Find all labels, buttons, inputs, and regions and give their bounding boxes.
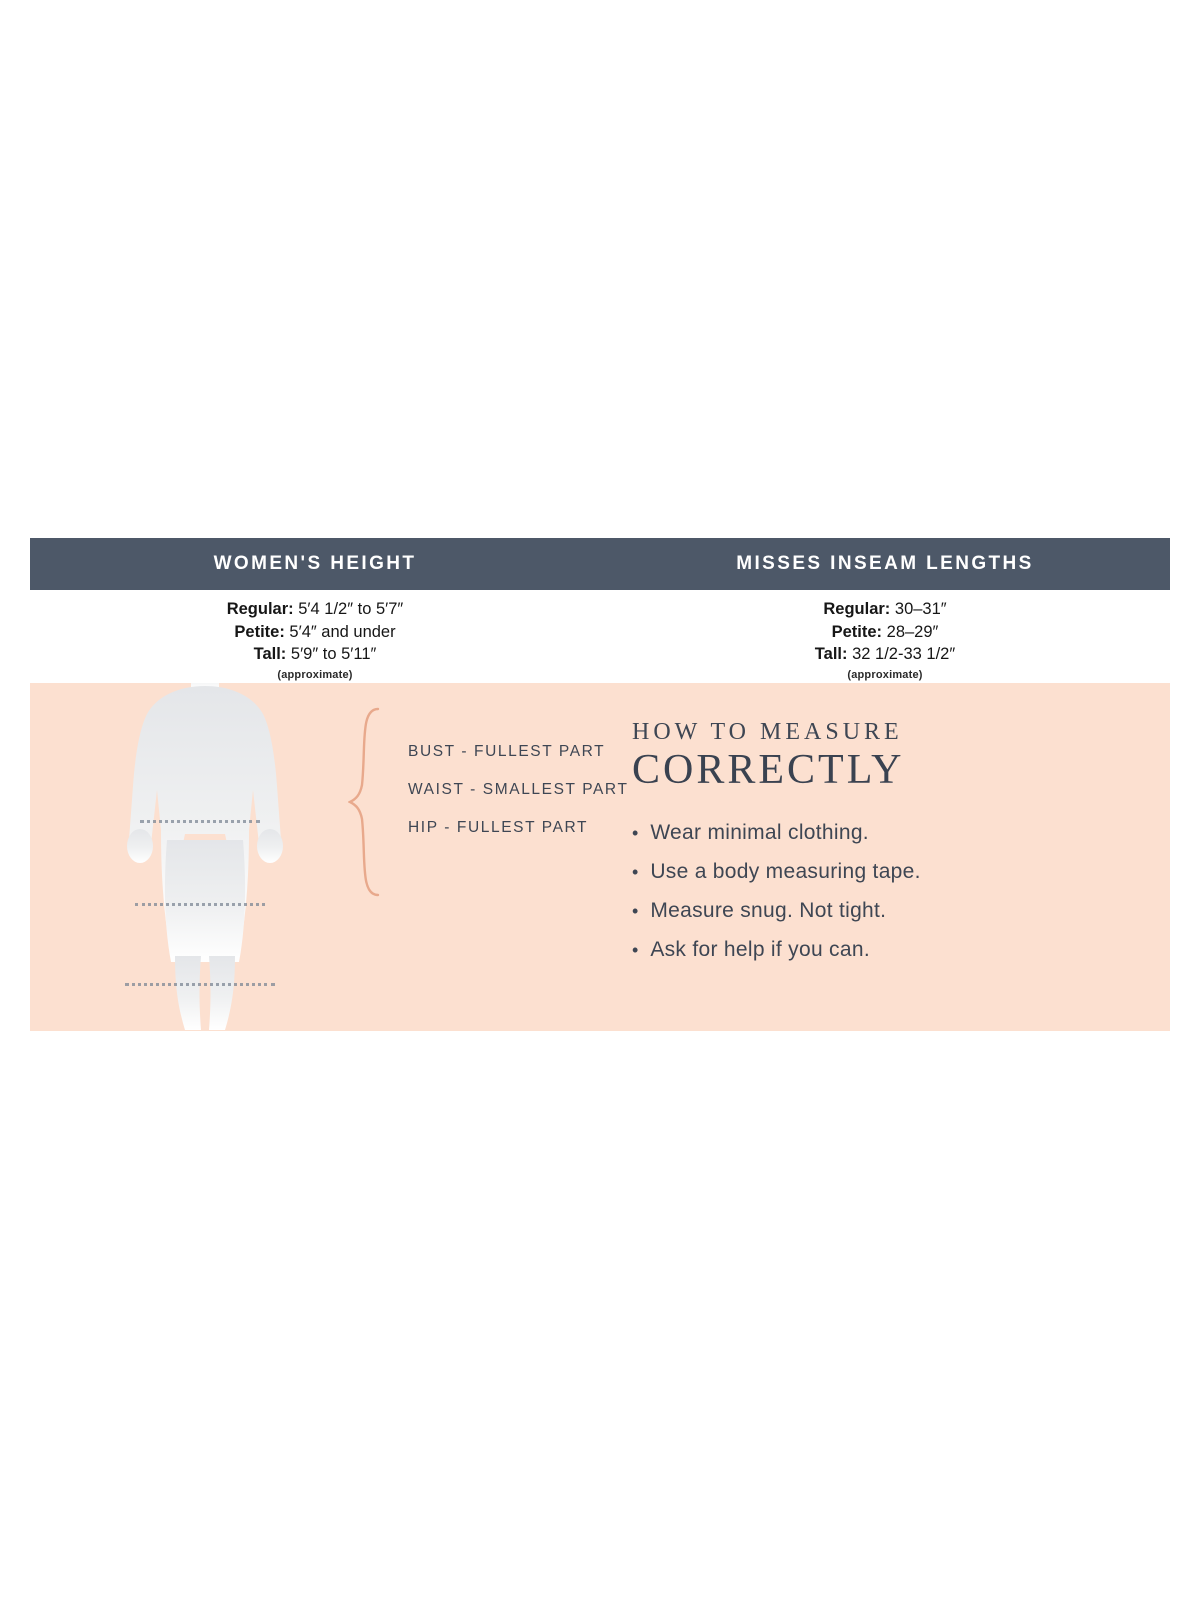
womens-height-values [30, 598, 600, 683]
inseam-petite-line [600, 621, 1170, 644]
bullet-icon: • [632, 862, 639, 882]
list-item [632, 859, 1132, 885]
height-petite-label: Petite: [234, 622, 285, 641]
brace-icon [348, 707, 384, 902]
bullet-icon: • [632, 823, 639, 843]
inseam-regular-label: Regular: [823, 600, 891, 618]
height-regular-label: Regular: [226, 600, 294, 618]
info-row [30, 590, 1170, 683]
list-item [632, 937, 1132, 963]
tip-text: Measure snug. Not tight. [650, 899, 887, 922]
bust-measure-dotted-line [140, 820, 260, 823]
bullet-icon: • [632, 940, 639, 960]
label-waist: WAIST - SMALLEST PART [408, 781, 629, 798]
inseam-regular-line [600, 598, 1170, 621]
inseam-tall-value: 32 1/2-33 1/2″ [852, 645, 956, 663]
hip-measure-dotted-line [125, 983, 275, 986]
tip-text: Ask for help if you can. [650, 938, 870, 961]
inseam-petite-label: Petite: [831, 622, 883, 641]
inseam-tall-label: Tall: [814, 645, 848, 663]
label-bust: BUST - FULLEST PART [408, 743, 606, 760]
inseam-petite-value: 28–29″ [886, 622, 939, 641]
inseam-regular-value: 30–31″ [894, 600, 947, 618]
size-guide-block [30, 538, 1170, 1031]
header-misses-inseam-lengths: MISSES INSEAM LENGTHS [736, 553, 1034, 574]
height-regular-line [30, 598, 600, 621]
bullet-icon: • [632, 901, 639, 921]
inseam-tall-line [600, 643, 1170, 666]
misses-inseam-values [600, 598, 1170, 683]
header-womens-height: WOMEN'S HEIGHT [213, 553, 417, 574]
measure-panel [30, 683, 1170, 1031]
how-to-measure-title: CORRECTLY [632, 747, 905, 793]
list-item [632, 898, 1132, 924]
waist-measure-dotted-line [135, 903, 265, 906]
height-approximate-note: (approximate) [277, 668, 353, 681]
tip-text: Use a body measuring tape. [650, 860, 921, 883]
tip-text: Wear minimal clothing. [650, 821, 869, 844]
inseam-approximate-note: (approximate) [847, 668, 923, 681]
list-item [632, 820, 1132, 846]
height-petite-line [30, 621, 600, 644]
height-petite-value: 5′4″ and under [289, 622, 396, 641]
height-tall-label: Tall: [253, 645, 287, 663]
how-to-measure-kicker: HOW TO MEASURE [632, 719, 903, 745]
label-hip: HIP - FULLEST PART [408, 819, 589, 836]
height-tall-value: 5′9″ to 5′11″ [290, 645, 377, 663]
measure-labels [408, 743, 629, 857]
height-regular-value: 5′4 1/2″ to 5′7″ [298, 600, 404, 618]
height-tall-line [30, 643, 600, 666]
header-bar [30, 538, 1170, 590]
body-silhouette-icon [75, 683, 335, 1030]
how-to-measure-section [632, 719, 1132, 976]
